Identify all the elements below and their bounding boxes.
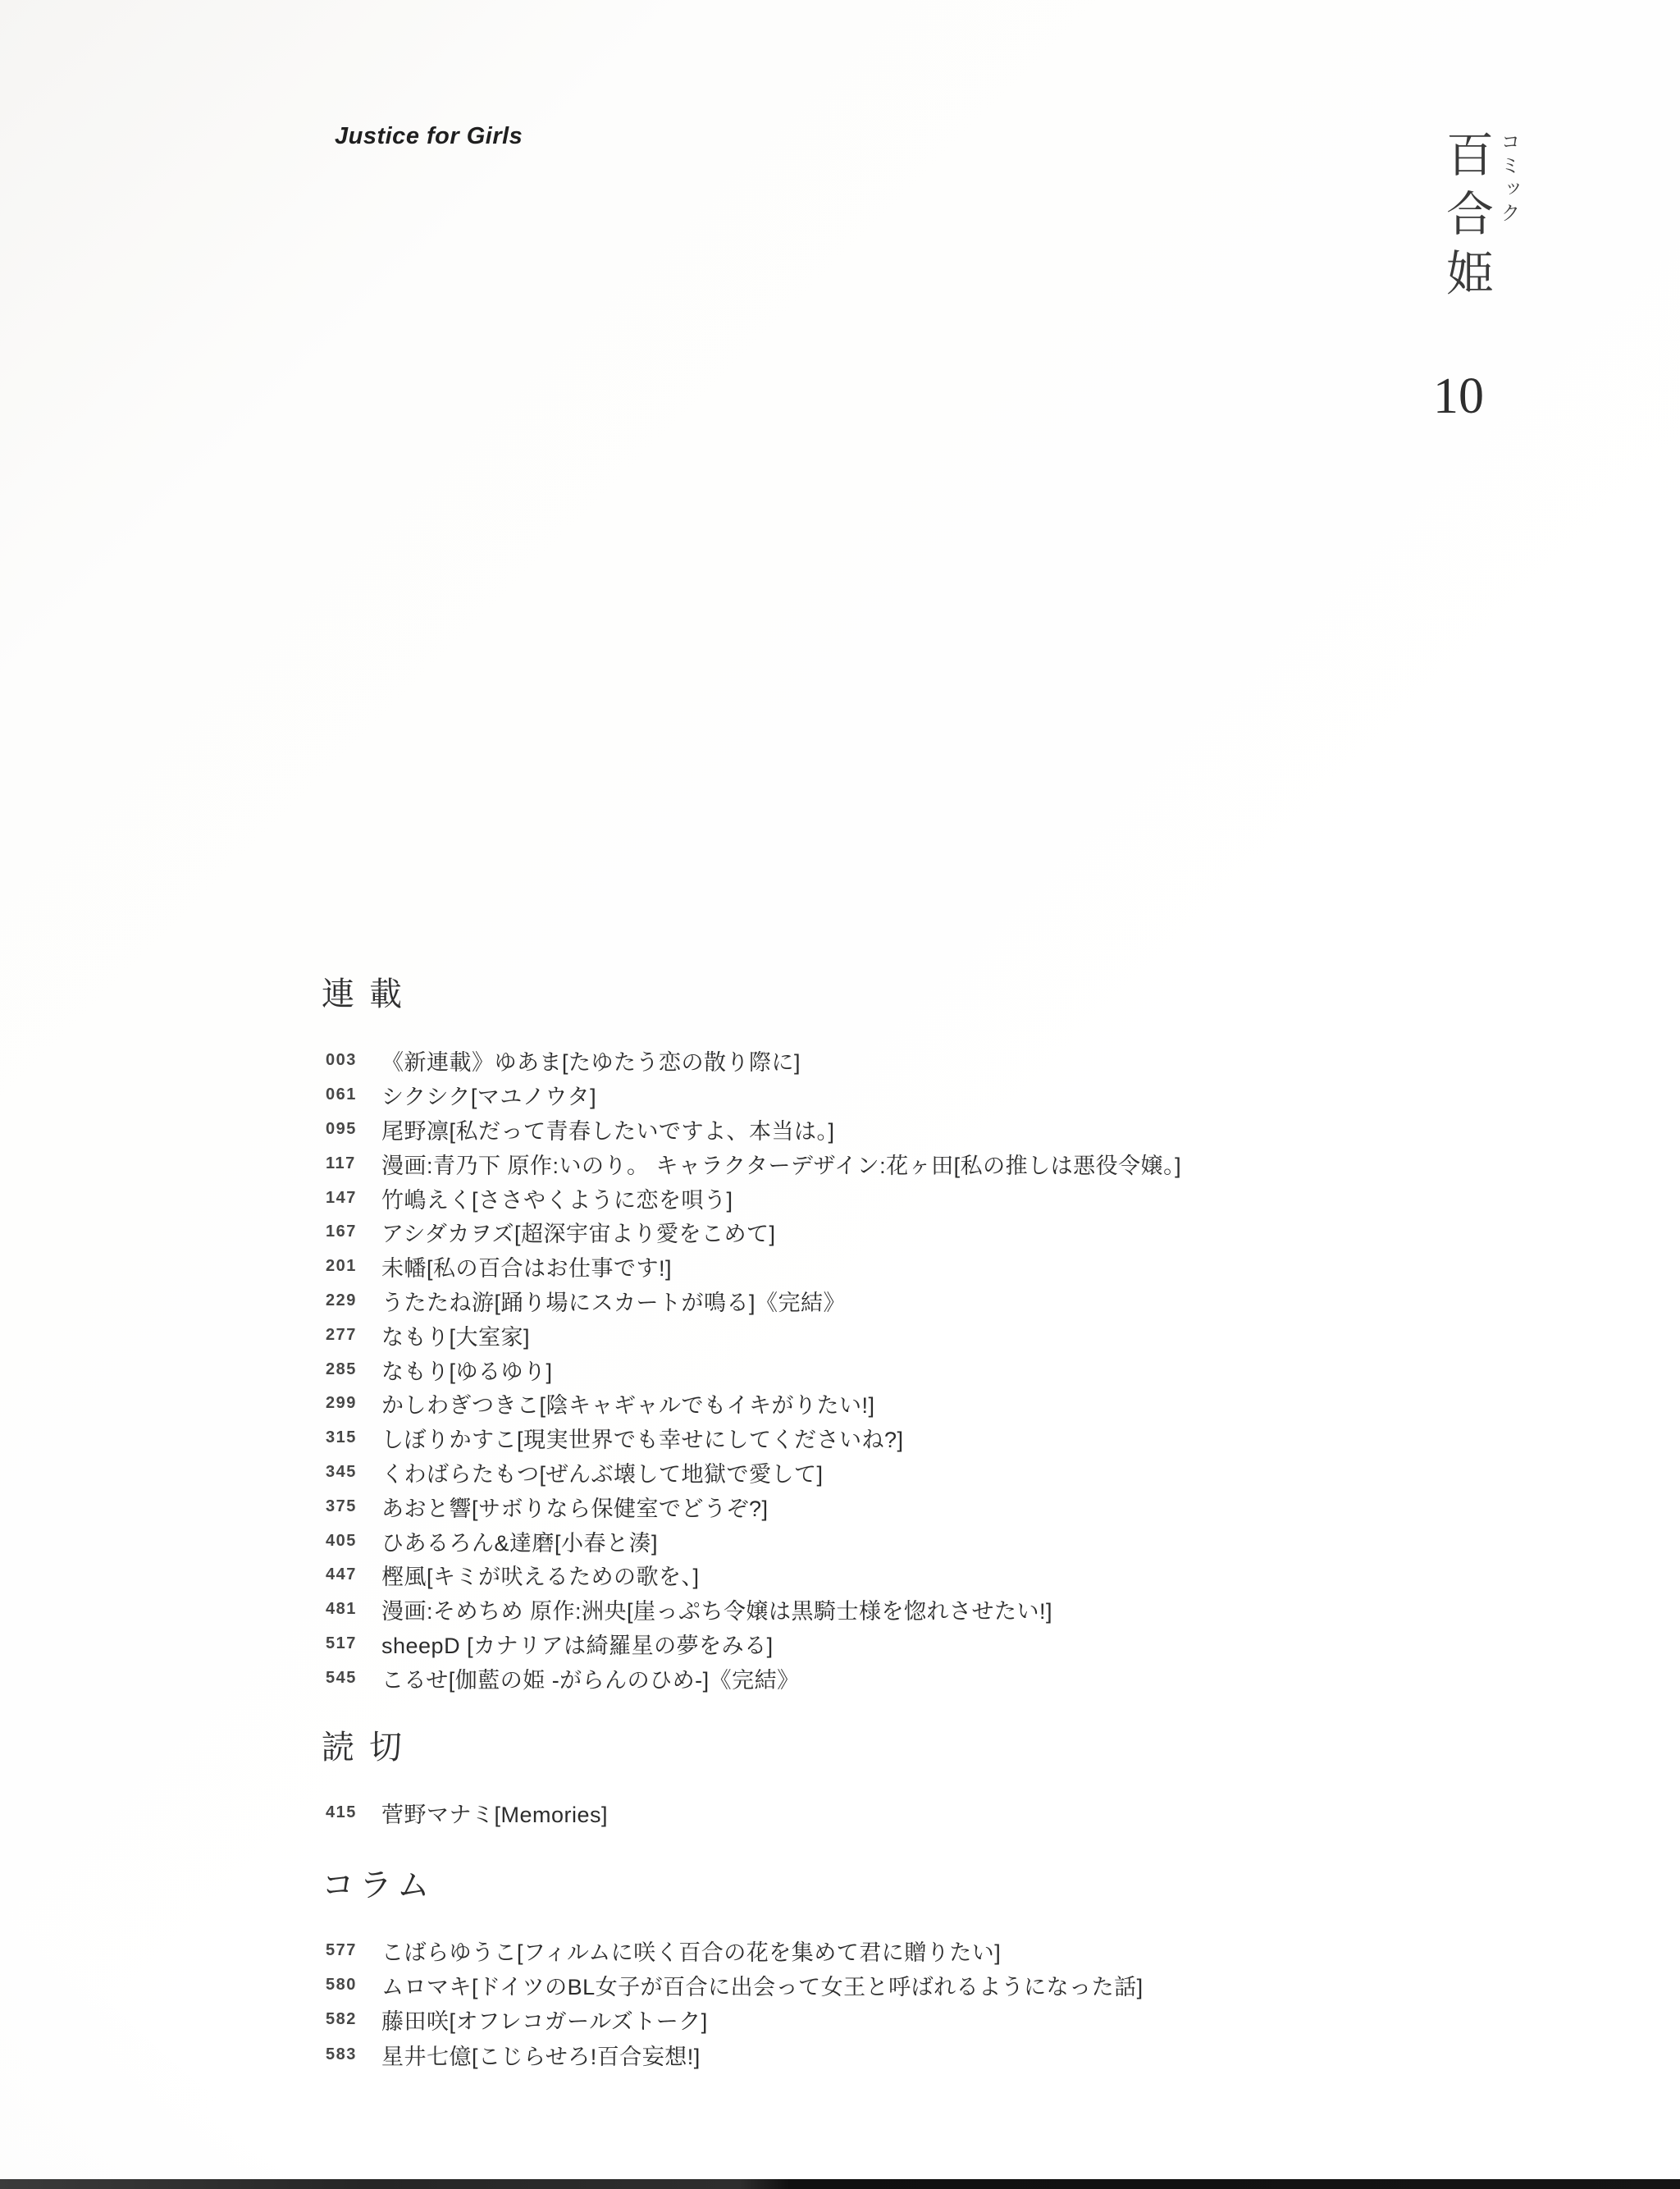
toc-page-number: 583 xyxy=(326,2045,357,2063)
toc-title: こるせ[伽藍の姫 -がらんのひめ-]《完結》 xyxy=(381,1667,800,1693)
toc-row xyxy=(322,1421,1181,1456)
toc-row xyxy=(322,1593,1181,1627)
issue-number: 10 xyxy=(1433,368,1484,424)
toc-title: ムロマキ[ドイツのBL女子が百合に出会って女王と呼ばれるようになった話] xyxy=(381,1975,1144,2000)
toc-page-number: 277 xyxy=(326,1325,357,1344)
toc-row xyxy=(322,1558,1181,1593)
toc-page-number: 405 xyxy=(326,1531,357,1550)
logo-kana-comic: コミック xyxy=(1497,131,1519,226)
toc-page-number: 415 xyxy=(326,1803,357,1821)
toc-page-number: 147 xyxy=(326,1188,357,1207)
toc-title: アシダカヲズ[超深宇宙より愛をこめて] xyxy=(381,1222,776,1247)
toc-row xyxy=(322,1933,1144,1967)
toc-page-number: 517 xyxy=(326,1634,357,1652)
toc-page-number: 545 xyxy=(326,1668,357,1687)
toc-title: 未幡[私の百合はお仕事です!] xyxy=(381,1256,673,1282)
toc-row xyxy=(322,2003,1144,2037)
toc-row xyxy=(322,1044,1181,1078)
toc-page-number: 580 xyxy=(326,1976,357,1995)
toc-title: シクシク[マユノウタ] xyxy=(381,1085,597,1110)
toc-page-number: 117 xyxy=(326,1154,356,1172)
toc-list-columns xyxy=(322,1933,1144,2072)
toc-row xyxy=(322,1524,1181,1558)
toc-page-number: 229 xyxy=(326,1291,357,1309)
toc-page-number: 201 xyxy=(326,1257,357,1276)
toc-row xyxy=(322,1387,1181,1421)
logo-title-yurihime: 百合姫 xyxy=(1439,130,1492,307)
toc-page-number: 299 xyxy=(326,1394,357,1413)
toc-row xyxy=(322,1661,1181,1695)
toc-row xyxy=(322,2037,1144,2072)
toc-title: 漫画:青乃下 原作:いのり。 キャラクターデザイン:花ヶ田[私の推しは悪役令嬢。] xyxy=(381,1153,1182,1178)
toc-list-serials xyxy=(322,1044,1181,1695)
toc-row xyxy=(322,1795,608,1830)
scan-edge-bar xyxy=(0,2179,1680,2189)
toc-row xyxy=(322,1627,1181,1661)
toc-page-number: 315 xyxy=(326,1428,357,1447)
toc-title: くわばらたもつ[ぜんぶ壊して地獄で愛して] xyxy=(381,1461,824,1487)
toc-title: 漫画:そめちめ 原作:洲央[崖っぷち令嬢は黒騎士様を惚れさせたい!] xyxy=(381,1599,1053,1625)
toc-row xyxy=(322,1215,1181,1250)
toc-title: ひあるろん&達磨[小春と湊] xyxy=(381,1530,659,1556)
toc-row xyxy=(322,1967,1144,2002)
toc-page-number: 582 xyxy=(326,2010,357,2029)
toc-title: あおと響[サボりなら保健室でどうぞ?] xyxy=(381,1496,769,1521)
toc-title: 星井七億[こじらせろ!百合妄想!] xyxy=(381,2044,701,2069)
toc-page-number: 375 xyxy=(326,1497,357,1515)
toc-page-number: 061 xyxy=(326,1085,357,1104)
toc-title: なもり[大室家] xyxy=(381,1324,531,1350)
toc-page-number: 003 xyxy=(326,1051,357,1070)
section-heading-columns: コラム xyxy=(322,1867,435,1903)
toc-row xyxy=(322,1250,1181,1284)
toc-title: sheepD [カナリアは綺羅星の夢をみる] xyxy=(381,1633,774,1658)
toc-page-number: 577 xyxy=(326,1940,357,1959)
toc-row xyxy=(322,1352,1181,1387)
toc-row xyxy=(322,1318,1181,1352)
toc-page-number: 095 xyxy=(326,1119,357,1138)
section-heading-serials: 連載 xyxy=(322,976,417,1012)
toc-page-number: 167 xyxy=(326,1222,357,1241)
toc-page-number: 285 xyxy=(326,1360,357,1378)
toc-page-number: 447 xyxy=(326,1565,357,1584)
toc-page-number: 345 xyxy=(326,1462,357,1481)
tagline-justice-for-girls: Justice for Girls xyxy=(335,123,523,149)
toc-row xyxy=(322,1113,1181,1147)
toc-list-oneshot xyxy=(322,1795,608,1830)
toc-title: 尾野凛[私だって青春したいですよ、本当は。] xyxy=(381,1118,835,1144)
toc-row xyxy=(322,1489,1181,1524)
toc-title: 樫風[キミが吠えるための歌を、] xyxy=(381,1565,700,1590)
toc-title: 菅野マナミ[Memories] xyxy=(381,1802,609,1827)
toc-row xyxy=(322,1146,1181,1181)
toc-row xyxy=(322,1284,1181,1318)
toc-row xyxy=(322,1456,1181,1490)
toc-title: なもり[ゆるゆり] xyxy=(381,1359,553,1384)
toc-page-number: 481 xyxy=(326,1600,357,1619)
toc-title: うたたね游[踊り場にスカートが鳴る]《完結》 xyxy=(381,1290,847,1315)
toc-title: しぼりかすこ[現実世界でも幸せにしてくださいね?] xyxy=(381,1428,904,1453)
toc-title: こばらゆうこ[フィルムに咲く百合の花を集めて君に贈りたい] xyxy=(381,1940,1002,1965)
toc-row xyxy=(322,1078,1181,1113)
toc-title: かしわぎつきこ[陰キャギャルでもイキがりたい!] xyxy=(381,1393,875,1419)
toc-row xyxy=(322,1181,1181,1215)
toc-title: 藤田咲[オフレコガールズトーク] xyxy=(381,2009,708,2035)
toc-title: 《新連載》ゆあま[たゆたう恋の散り際に] xyxy=(381,1050,801,1076)
toc-title: 竹嶋えく[ささやくように恋を唄う] xyxy=(381,1187,733,1213)
section-heading-oneshot: 読切 xyxy=(322,1730,417,1766)
